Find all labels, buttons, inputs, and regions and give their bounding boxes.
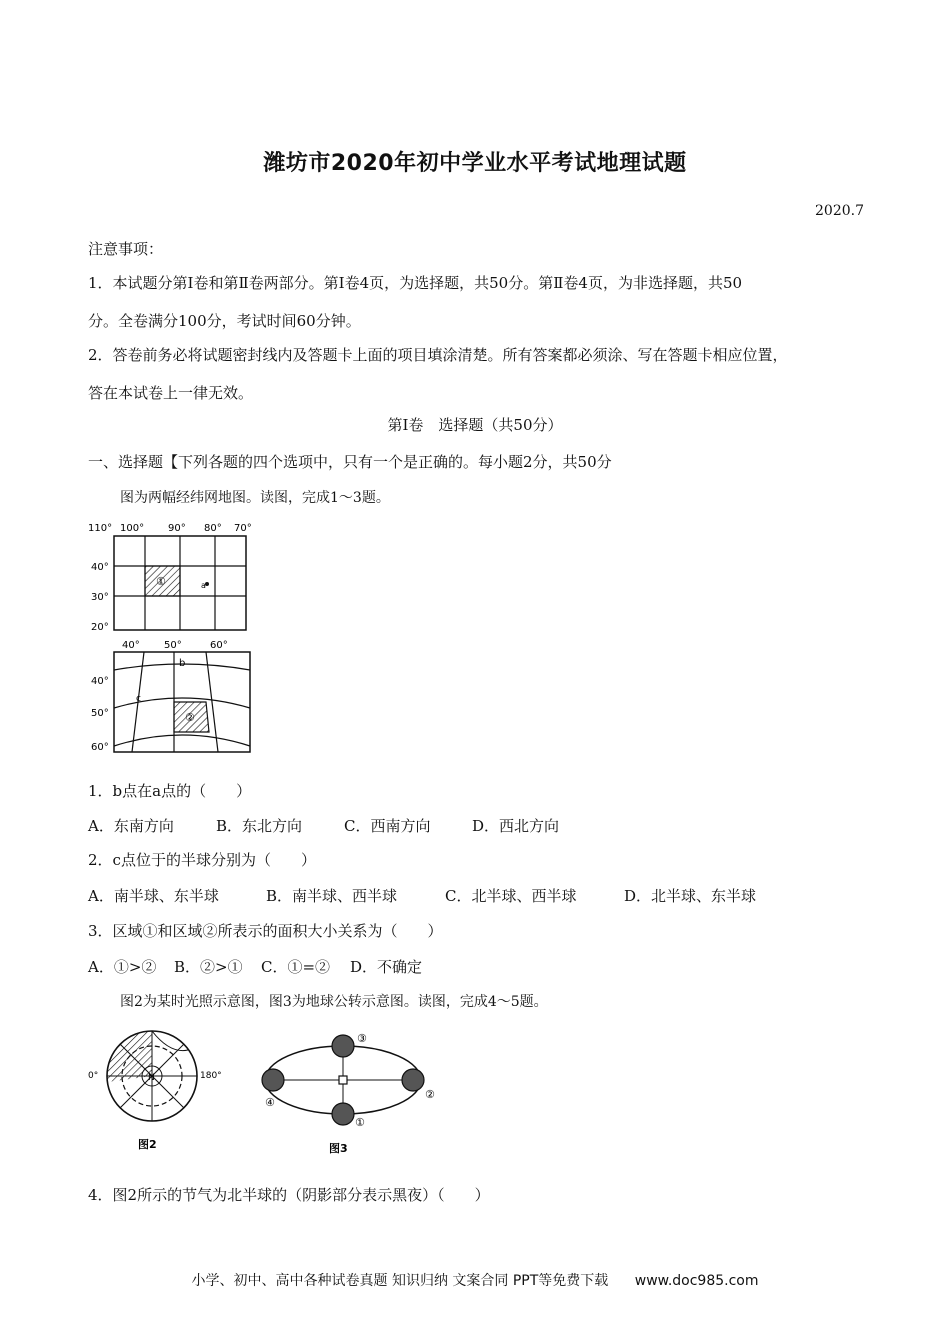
lon-label-80: 80° — [204, 523, 222, 534]
lat-label-50: 50° — [91, 708, 109, 719]
fig2-label-0: 0° — [88, 1071, 99, 1081]
q2-option-a: A．南半球、东半球 — [88, 887, 219, 905]
lon-label-50: 50° — [164, 640, 182, 651]
lon-label-40: 40° — [122, 640, 140, 651]
fig2-caption: 图2 — [138, 1138, 157, 1151]
earth-right — [402, 1069, 424, 1091]
region-1-label: ① — [156, 575, 166, 588]
sun-marker — [339, 1076, 347, 1084]
position-4-label: ④ — [265, 1096, 275, 1109]
point-b-label: b — [179, 658, 186, 669]
fig3-caption: 图3 — [329, 1142, 348, 1155]
section-title: 第Ⅰ卷 选择题（共50分） — [387, 416, 563, 434]
lon-label-90: 90° — [168, 523, 186, 534]
q3-option-c: C．①=② — [261, 958, 331, 976]
lon-label-110: 110° — [88, 523, 113, 534]
q1-option-d: D．西北方向 — [472, 817, 560, 835]
question-1-stem: 1．b点在a点的（ ） — [88, 782, 252, 800]
lat-label-40-b: 40° — [91, 676, 109, 687]
earth-left — [262, 1069, 284, 1091]
question-3-stem: 3．区域①和区域②所表示的面积大小关系为（ ） — [88, 922, 443, 940]
notice-item-2-line-1: 2．答卷前务必将试题密封线内及答题卡上面的项目填涂清楚。所有答案都必须涂、写在答题卡相应位置， — [88, 346, 788, 364]
q2-option-c: C．北半球、西半球 — [445, 887, 577, 905]
top-graticule-map — [88, 523, 252, 633]
q3-option-a: A．①>② — [88, 958, 157, 976]
point-c-label: c — [136, 694, 141, 704]
figure-intro-1: 图为两幅经纬网地图。读图，完成1～3题。 — [120, 490, 390, 506]
q1-option-b: B．东北方向 — [216, 817, 303, 835]
exam-date: 2020.7 — [815, 203, 864, 219]
page-footer — [0, 1270, 950, 1290]
figure-intro-2: 图2为某时光照示意图，图3为地球公转示意图。读图，完成4～5题。 — [120, 994, 548, 1010]
earth-top — [332, 1035, 354, 1057]
lat-label-30: 30° — [91, 592, 109, 603]
notice-item-1-line-2: 分。全卷满分100分，考试时间60分钟。 — [88, 312, 361, 330]
section-instruction: 一、选择题【下列各题的四个选项中，只有一个是正确的。每小题2分，共50分 — [88, 453, 612, 471]
illumination-diagram — [88, 1020, 238, 1160]
notice-item-2-line-2: 答在本试卷上一律无效。 — [88, 384, 254, 402]
q3-option-b: B．②>① — [174, 958, 243, 976]
lon-label-70: 70° — [234, 523, 252, 534]
position-3-label: ③ — [357, 1032, 367, 1045]
question-2-stem: 2．c点位于的半球分别为（ ） — [88, 851, 316, 869]
page-title: 潍坊市2020年初中学业水平考试地理试题 — [263, 151, 687, 176]
q1-option-c: C．西南方向 — [344, 817, 431, 835]
north-pole-label: N — [148, 1073, 155, 1083]
question-4-stem: 4．图2所示的节气为北半球的（阴影部分表示黑夜）（ ） — [88, 1186, 490, 1204]
notice-heading: 注意事项： — [88, 240, 164, 258]
earth-bottom — [332, 1103, 354, 1125]
fig2-label-180: 180° — [200, 1071, 222, 1081]
lat-label-60: 60° — [91, 742, 109, 753]
q2-option-b: B．南半球、西半球 — [266, 887, 398, 905]
position-1-label: ① — [355, 1116, 365, 1129]
footer-site-link[interactable]: www.doc985.com — [634, 1273, 759, 1289]
lat-label-40: 40° — [91, 562, 109, 573]
lat-label-20: 20° — [91, 622, 109, 633]
q2-option-d: D．北半球、东半球 — [624, 887, 757, 905]
point-a-label: a — [201, 581, 206, 590]
q3-option-d: D．不确定 — [350, 958, 423, 976]
footer-text: 小学、初中、高中各种试卷真题 知识归纳 文案合同 PPT等免费下载 — [191, 1273, 609, 1289]
bottom-graticule-map — [91, 640, 250, 753]
region-2-label: ② — [185, 711, 195, 724]
revolution-diagram — [255, 1020, 445, 1160]
notice-item-1-line-1: 1．本试题分第Ⅰ卷和第Ⅱ卷两部分。第Ⅰ卷4页，为选择题，共50分。第Ⅱ卷4页，为非选择题，共50 — [88, 274, 743, 292]
lon-label-60: 60° — [210, 640, 228, 651]
q1-option-a: A．东南方向 — [88, 817, 174, 835]
lon-label-100: 100° — [120, 523, 145, 534]
position-2-label: ② — [425, 1088, 435, 1101]
graticule-maps-figure — [88, 518, 258, 758]
